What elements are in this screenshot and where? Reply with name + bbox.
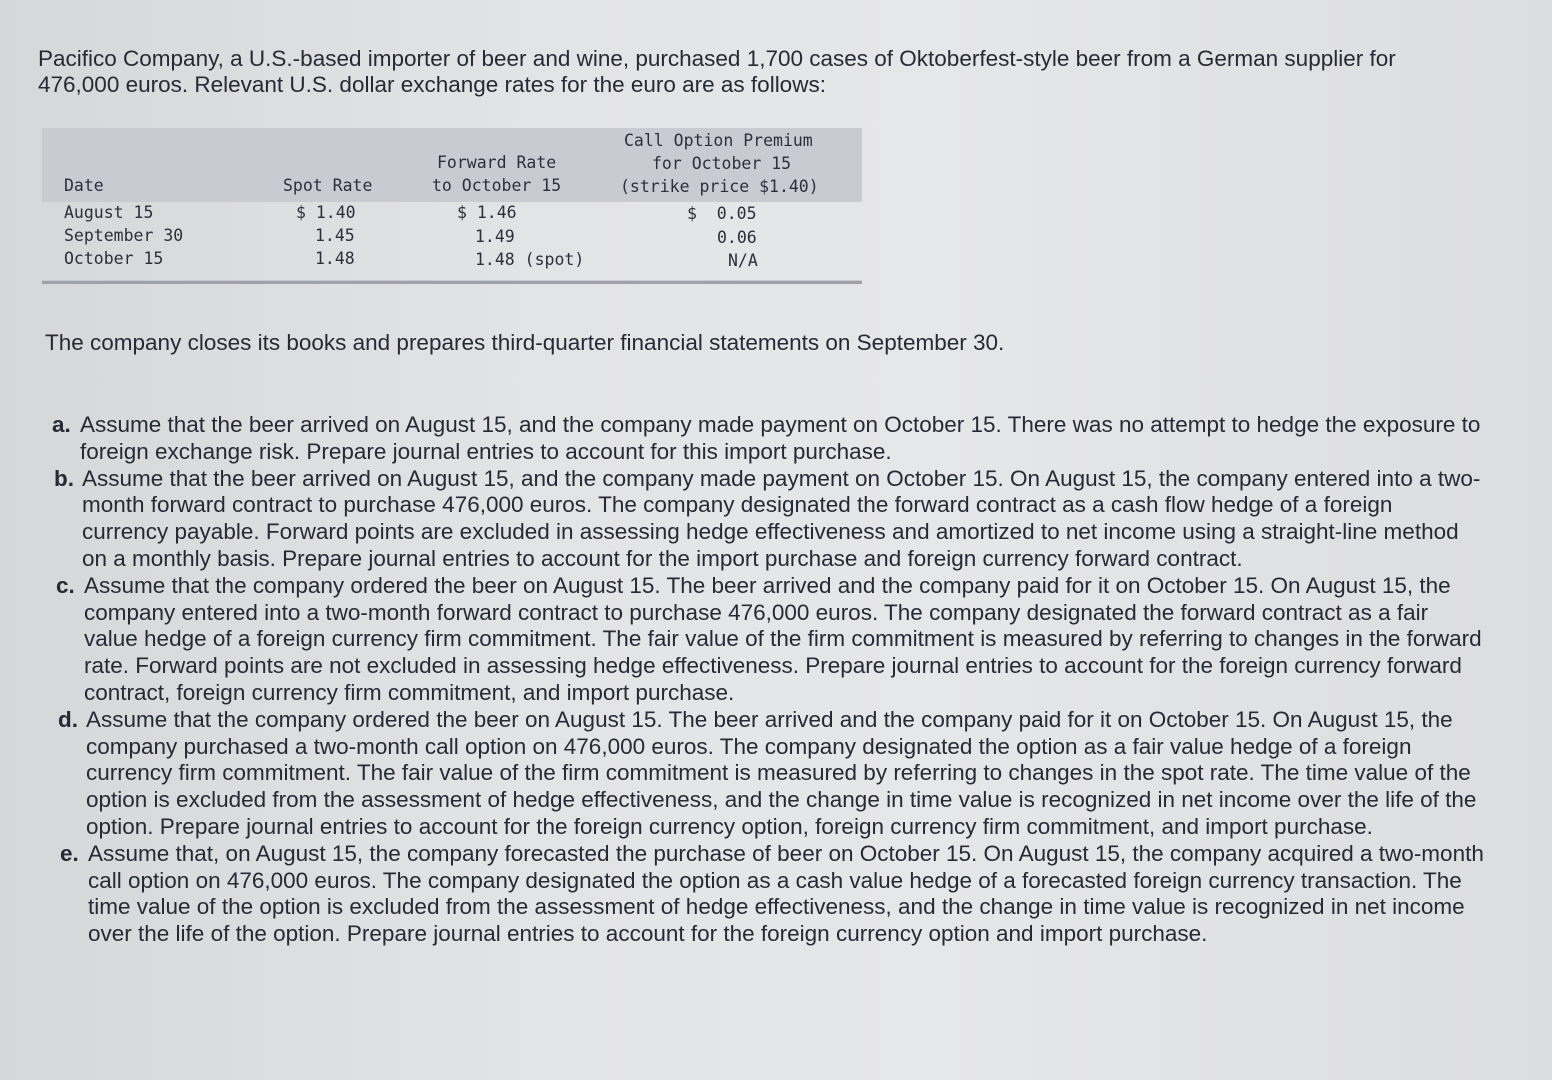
table-cell-date: August 15 [64, 203, 154, 222]
table-cell-forward: $ 1.46 [457, 203, 517, 222]
question-text: Assume that, on August 15, the company forecasted the purchase of beer on October 15. On August 15, the company acquired a two-month call option on 476,000 euros. The company designated the option as a cash value hedge of a forecasted foreign currency transaction. The time value of the option is excluded from the assessment of hedge effectiveness, and the change in time value is recognized in net income over the life of the option. Prepare journal entries to account for the foreign currency option and import purchase. [88, 840, 1484, 947]
table-cell-spot: 1.45 [315, 226, 355, 245]
table-cell-option: 0.06 [717, 228, 757, 247]
table-bottom-rule [42, 280, 862, 284]
question-e [60, 841, 1484, 948]
header-forward-rate-line2: to October 15 [432, 176, 562, 195]
exchange-rates-table [42, 128, 862, 284]
header-option-line3: (strike price $1.40) [620, 177, 819, 196]
header-spot-rate: Spot Rate [283, 176, 373, 195]
question-b [54, 466, 1484, 573]
table-cell-option: $ 0.05 [687, 204, 757, 223]
table-cell-date: October 15 [64, 249, 164, 268]
table-cell-spot: $ 1.40 [296, 203, 356, 222]
table-cell-forward: 1.48 (spot) [475, 250, 585, 269]
question-text: Assume that the beer arrived on August 15, and the company made payment on October 15. On August 15, the company entered into a two-month forward contract to purchase 476,000 euros. The company designated the forward contract as a cash flow hedge of a foreign currency payable. Forward points are excluded in assessing hedge effectiveness and amortized to net income using a straight-line method on a monthly basis. Prepare journal entries to account for the import purchase and foreign currency forward contract. [82, 465, 1481, 571]
table-header [42, 128, 862, 202]
header-option-line1: Call Option Premium [624, 131, 813, 150]
question-letter: d. [58, 706, 78, 732]
table-cell-spot: 1.48 [315, 249, 355, 268]
question-c [56, 573, 1484, 707]
question-letter: b. [54, 465, 74, 491]
question-d [58, 707, 1484, 841]
question-a [52, 412, 1484, 466]
question-list [52, 412, 1484, 948]
question-letter: a. [52, 412, 71, 437]
table-cell-option: N/A [728, 251, 758, 270]
table-body [42, 202, 862, 284]
question-letter: c. [56, 572, 75, 598]
closing-statement: The company closes its books and prepares third-quarter financial statements on September 30. [45, 330, 1005, 355]
header-date: Date [64, 176, 104, 195]
question-text: Assume that the company ordered the beer on August 15. The beer arrived and the company paid for it on October 15. On August 15, the company entered into a two-month forward contract to purchase 476,000 euros. The company designated the forward contract as a fair value hedge of a foreign currency firm commitment. The fair value of the firm commitment is measured by referring to changes in the forward rate. Forward points are not excluded in assessing hedge effectiveness. Prepare journal entries to account for the foreign currency forward contract, foreign currency firm commitment, and import purchase. [84, 572, 1482, 705]
problem-intro: Pacifico Company, a U.S.-based importer of beer and wine, purchased 1,700 cases of Oktoberfest-style beer from a German supplier for 476,000 euros. Relevant U.S. dollar exchange rates for the euro are as follows: [38, 46, 1396, 97]
table-cell-date: September 30 [64, 226, 184, 245]
table-cell-forward: 1.49 [475, 227, 515, 246]
question-text: Assume that the company ordered the beer on August 15. The beer arrived and the company paid for it on October 15. On August 15, the company purchased a two-month call option on 476,000 euros. The company designated the option as a fair value hedge of a foreign currency firm commitment. The fair value of the firm commitment is measured by referring to changes in the spot rate. The time value of the option is excluded from the assessment of hedge effectiveness, and the change in time value is recognized in net income over the life of the option. Prepare journal entries to account for the foreign currency option, foreign currency firm commitment, and import purchase. [86, 706, 1477, 839]
header-option-line2: for October 15 [652, 154, 792, 173]
question-text: Assume that the beer arrived on August 15, and the company made payment on October 15. There was no attempt to hedge the exposure to foreign exchange risk. Prepare journal entries to account for this import purchase. [80, 412, 1481, 464]
header-forward-rate-line1: Forward Rate [437, 153, 557, 172]
question-letter: e. [60, 840, 79, 866]
